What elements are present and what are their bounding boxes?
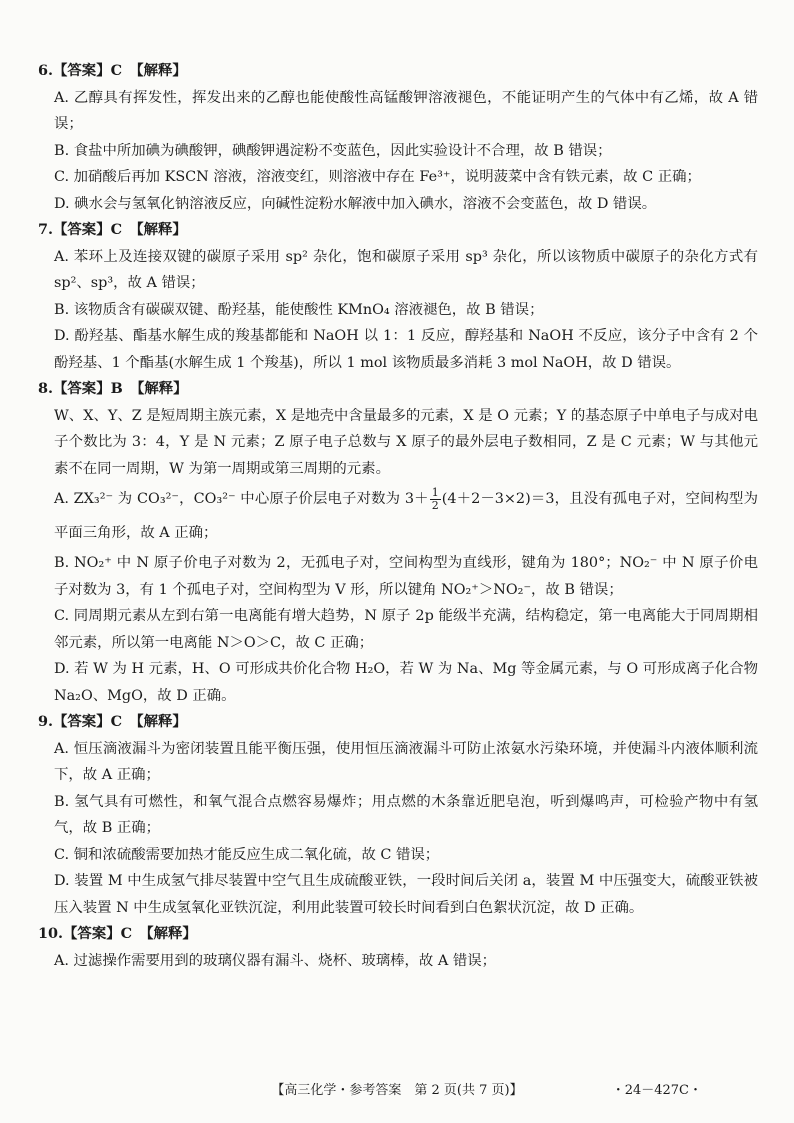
q8-option-a bbox=[38, 482, 758, 550]
question-9-head: 9.【答案】C 【解释】 bbox=[38, 713, 187, 730]
one-half-fraction bbox=[430, 487, 441, 512]
q8-option-b: B. NO₂⁺ 中 N 原子价电子对数为 2，无孤电子对，空间构型为直线形，键角为 180°；NO₂⁻ 中 N 原子价电子对数为 3，有 1 个孤电子对，空间构型为 V 形，所以键角 NO₂⁺＞NO₂⁻，故 B 错误； bbox=[54, 555, 758, 598]
q9-option-c: C. 铜和浓硫酸需要加热才能反应生成二氧化硫，故 C 错误； bbox=[54, 846, 440, 863]
q6-option-a: A. 乙醇具有挥发性，挥发出来的乙醇也能使酸性高锰酸钾溶液褪色，不能证明产生的气体中有乙烯，故 A 错误； bbox=[54, 89, 758, 132]
question-8 bbox=[38, 376, 758, 709]
question-10 bbox=[38, 921, 758, 974]
q8-option-a-post: (4＋2－3×2)＝3，且没有孤电子对，空间构型为平面三角形，故 A 正确； bbox=[54, 491, 758, 541]
q6-option-d: D. 碘水会与氢氧化钠溶液反应，向碱性淀粉水解液中加入碘水，溶液不会变蓝色，故 D 错误。 bbox=[54, 195, 657, 212]
fraction-denominator: 2 bbox=[431, 498, 439, 512]
question-8-head: 8.【答案】B 【解释】 bbox=[38, 380, 188, 397]
question-9 bbox=[38, 709, 758, 921]
q8-intro: W、X、Y、Z 是短周期主族元素，X 是地壳中含量最多的元素，X 是 O 元素；Y 的基态原子中单电子与成对电子个数比为 3：4，Y 是 N 元素；Z 原子电子总数与 X 原子的最外层电子数相同，Z 是 C 元素；W 与其他元素不在同一周期，W 为第一周期或第三周期的元素。 bbox=[54, 407, 758, 477]
q8-option-c: C. 同周期元素从左到右第一电离能有增大趋势，N 原子 2p 能级半充满，结构稳定，第一电离能大于同周期相邻元素，所以第一电离能 N＞O＞C，故 C 正确； bbox=[54, 608, 758, 651]
fraction-numerator: 1 bbox=[431, 485, 439, 499]
footer-doc-code: ・24－427C・ bbox=[611, 1083, 702, 1098]
q6-option-c: C. 加硝酸后再加 KSCN 溶液，溶液变红，则溶液中存在 Fe³⁺，说明菠菜中含有铁元素，故 C 正确； bbox=[54, 169, 701, 185]
footer-page-info: 【高三化学・参考答案 第 2 页(共 7 页)】 bbox=[271, 1083, 523, 1098]
question-6-head: 6.【答案】C 【解释】 bbox=[38, 62, 187, 79]
question-7 bbox=[38, 217, 758, 376]
q7-option-a: A. 苯环上及连接双键的碳原子采用 sp² 杂化，饱和碳原子采用 sp³ 杂化，所以该物质中碳原子的杂化方式有 sp²、sp³，故 A 错误； bbox=[54, 248, 758, 291]
q7-option-d: D. 酚羟基、酯基水解生成的羧基都能和 NaOH 以 1：1 反应，醇羟基和 NaOH 不反应，该分子中含有 2 个酚羟基、1 个酯基(水解生成 1 个羧基)，所以 1 mol 该物质最多消耗 3 mol NaOH，故 D 错误。 bbox=[54, 328, 758, 371]
q7-option-b: B. 该物质含有碳碳双键、酚羟基，能使酸性 KMnO₄ 溶液褪色，故 B 错误； bbox=[54, 301, 544, 318]
answer-content bbox=[38, 58, 758, 974]
question-6 bbox=[38, 58, 758, 217]
q9-option-b: B. 氢气具有可燃性，和氧气混合点燃容易爆炸；用点燃的木条靠近肥皂泡，听到爆鸣声，可检验产物中有氢气，故 B 正确； bbox=[54, 793, 758, 836]
q9-option-d: D. 装置 M 中生成氢气排尽装置中空气且生成硫酸亚铁，一段时间后关闭 a，装置 M 中压强变大，硫酸亚铁被压入装置 N 中生成氢氧化亚铁沉淀，利用此装置可较长时间看到白色絮状沉淀，故 D 正确。 bbox=[54, 873, 758, 916]
q8-option-d: D. 若 W 为 H 元素，H、O 可形成共价化合物 H₂O，若 W 为 Na、Mg 等金属元素，与 O 可形成离子化合物 Na₂O、MgO，故 D 正确。 bbox=[54, 661, 758, 704]
q6-option-b: B. 食盐中所加碘为碘酸钾，碘酸钾遇淀粉不变蓝色，因此实验设计不合理，故 B 错误； bbox=[54, 142, 612, 159]
question-10-head: 10.【答案】C 【解释】 bbox=[38, 925, 197, 942]
question-7-head: 7.【答案】C 【解释】 bbox=[38, 221, 187, 238]
q10-option-a: A. 过滤操作需要用到的玻璃仪器有漏斗、烧杯、玻璃棒，故 A 错误； bbox=[54, 952, 497, 969]
q9-option-a: A. 恒压滴液漏斗为密闭装置且能平衡压强，使用恒压滴液漏斗可防止浓氨水污染环境，并使漏斗内液体顺利流下，故 A 正确； bbox=[54, 740, 758, 783]
q8-option-a-pre: A. ZX₃²⁻ 为 CO₃²⁻，CO₃²⁻ 中心原子价层电子对数为 3＋ bbox=[54, 491, 429, 507]
